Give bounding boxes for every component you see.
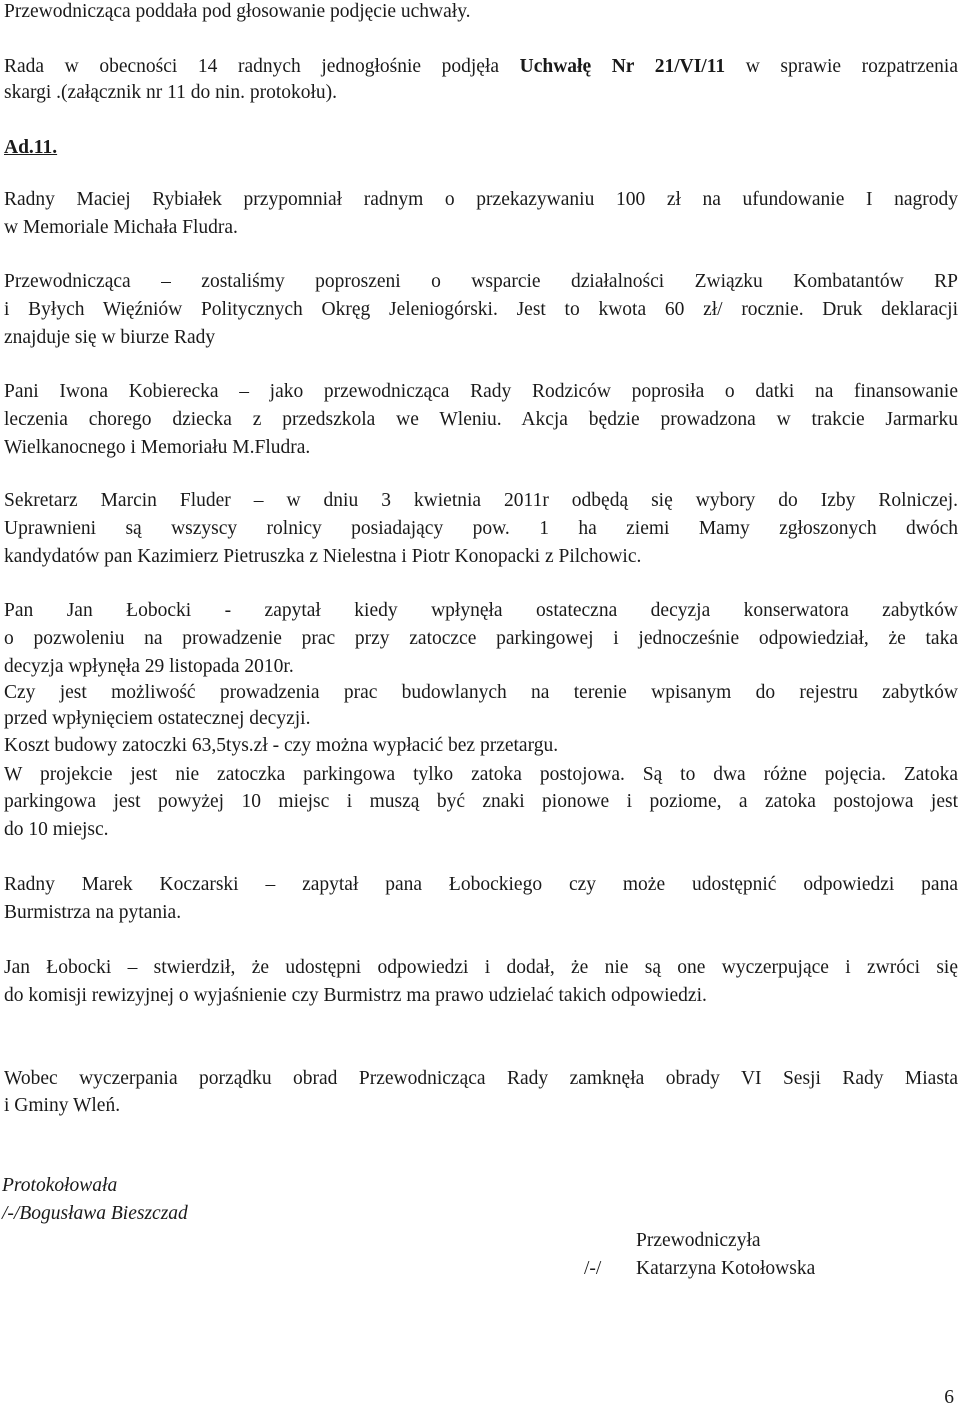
text-line: o pozwoleniu na prowadzenie prac przy zatoczce parkingowej i jednocześnie odpowiedział, że taka bbox=[4, 628, 958, 649]
text-line: parkingowa jest powyżej 10 miejsc i muszą być znaki pionowe i poziome, a zatoka postojowa jest bbox=[4, 791, 958, 812]
text-span: w sprawie rozpatrzenia bbox=[725, 56, 958, 77]
chairperson-role: Przewodniczyła bbox=[636, 1230, 761, 1251]
text-line: leczenia chorego dziecka z przedszkola we Wleniu. Akcja będzie prowadzona w trakcie Jarmarku bbox=[4, 409, 958, 430]
text-line: Wobec wyczerpania porządku obrad Przewodnicząca Rady zamknęła obrady VI Sesji Rady Miasta bbox=[4, 1068, 958, 1089]
text-line: Pani Iwona Kobierecka – jako przewodnicząca Rady Rodziców poprosiła o datki na finansowanie bbox=[4, 381, 958, 402]
text-line: i Gminy Wleń. bbox=[4, 1095, 121, 1116]
text-line: Burmistrza na pytania. bbox=[4, 902, 182, 923]
text-line: decyzja wpłynęła 29 listopada 2010r. bbox=[4, 656, 294, 677]
text-line: do komisji rewizyjnej o wyjaśnienie czy Burmistrz ma prawo udzielać takich odpowiedzi. bbox=[4, 985, 707, 1006]
text-line: Jan Łobocki – stwierdził, że udostępni odpowiedzi i dodał, że nie są one wyczerpujące i zwróci się bbox=[4, 957, 958, 978]
text-line: Sekretarz Marcin Fluder – w dniu 3 kwietnia 2011r odbędą się wybory do Izby Rolniczej. bbox=[4, 490, 958, 511]
recorder-role: Protokołowała bbox=[2, 1175, 118, 1196]
text-line: Przewodnicząca – zostaliśmy poproszeni o wsparcie działalności Związku Kombatantów RP bbox=[4, 271, 958, 292]
text-span: Rada w obecności 14 radnych jednogłośnie podjęła bbox=[4, 56, 520, 77]
agenda-item-heading: Ad.11. bbox=[4, 137, 58, 158]
text-line: i Byłych Więźniów Politycznych Okręg Jeleniogórski. Jest to kwota 60 zł/ rocznie. Druk deklaracji bbox=[4, 299, 958, 320]
text-line: do 10 miejsc. bbox=[4, 819, 109, 840]
text-line: kandydatów pan Kazimierz Pietruszka z Nielestna i Piotr Konopacki z Pilchowic. bbox=[4, 546, 642, 567]
text-line: Radny Marek Koczarski – zapytał pana Łobockiego czy może udostępnić odpowiedzi pana bbox=[4, 874, 958, 895]
text-line: Radny Maciej Rybiałek przypomniał radnym o przekazywaniu 100 zł na ufundowanie I nagrody bbox=[4, 189, 958, 210]
text-line: Przewodnicząca poddała pod głosowanie podjęcie uchwały. bbox=[4, 1, 471, 22]
text-line: Koszt budowy zatoczki 63,5tys.zł - czy można wypłacić bez przetargu. bbox=[4, 735, 559, 756]
text-line: Wielkanocnego i Memoriału M.Fludra. bbox=[4, 437, 311, 458]
chairperson-signature-mark: /-/ bbox=[584, 1258, 602, 1279]
chairperson-name: Katarzyna Kotołowska bbox=[636, 1258, 816, 1279]
text-line: skargi .(załącznik nr 11 do nin. protokołu). bbox=[4, 82, 338, 103]
recorder-name: /-/Bogusława Bieszczad bbox=[2, 1203, 188, 1224]
text-line: Uprawnieni są wszyscy rolnicy posiadający pow. 1 ha ziemi Mamy zgłoszonych dwóch bbox=[4, 518, 958, 539]
text-line: przed wpłynięciem ostatecznej decyzji. bbox=[4, 708, 311, 729]
resolution-number: Uchwałę Nr 21/VI/11 bbox=[519, 56, 726, 77]
text-line: W projekcie jest nie zatoczka parkingowa tylko zatoka postojowa. Są to dwa różne pojęcia. Zatoka bbox=[4, 764, 958, 785]
page-number: 6 bbox=[944, 1387, 954, 1408]
text-line: Czy jest możliwość prowadzenia prac budowlanych na terenie wpisanym do rejestru zabytków bbox=[4, 682, 958, 703]
text-line: w Memoriale Michała Fludra. bbox=[4, 217, 238, 238]
resolution-paragraph-line bbox=[4, 55, 958, 79]
text-line: znajduje się w biurze Rady bbox=[4, 327, 216, 348]
text-line: Pan Jan Łobocki - zapytał kiedy wpłynęła ostateczna decyzja konserwatora zabytków bbox=[4, 600, 958, 621]
